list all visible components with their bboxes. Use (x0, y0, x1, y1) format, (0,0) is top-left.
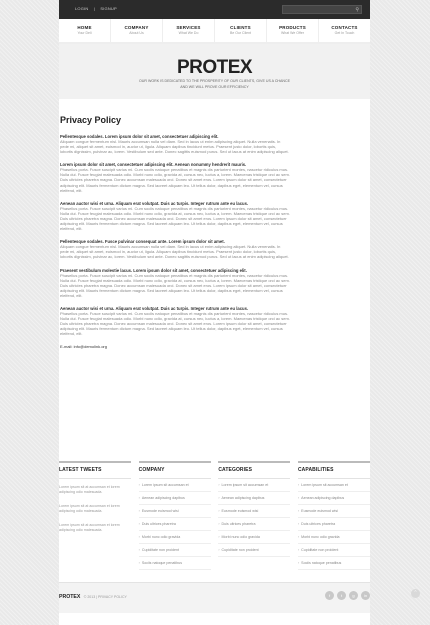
nav-label: HOME (77, 25, 92, 30)
footer-col-capabilities (298, 461, 370, 570)
footer-link[interactable] (139, 505, 211, 518)
chevron-right-icon: › (297, 522, 301, 526)
chevron-right-icon: › (297, 509, 301, 513)
nav-item-services[interactable] (163, 19, 215, 42)
separator: | (93, 6, 96, 11)
footer-link[interactable] (298, 531, 370, 544)
footer-logo-text[interactable]: PROTEX (59, 594, 81, 600)
site-logo[interactable]: PROTEX (176, 57, 253, 78)
footer-link-label: Eusmode euismod wisi (141, 509, 179, 513)
nav-item-home[interactable] (59, 19, 111, 42)
footer-link-label: Aenean adipiscing dapibus (221, 496, 265, 500)
footer-link[interactable] (218, 518, 290, 531)
footer-link[interactable] (218, 544, 290, 557)
footer-heading: CAPABILITIES (298, 461, 370, 479)
chevron-right-icon: › (138, 535, 141, 539)
section-lead: Lorem ipsum dolor sit amet, consectetuer adipiscing elit. Aenean nonummy hendrerit mauris. (60, 162, 247, 168)
tweet-item[interactable]: Lorem ipsum sit at accumsan et lorem adipiscing odio malesuada. (59, 485, 120, 494)
section-body: Phasellus porta. Fusce suscipit varius mi. Cum sociis natoque penatibus et magnis dis parturient montes, nascetur ridiculus mus. Nulla dui. Fusce feugiat malesuada odio. Morbi nunc odio, gravida at, cursus nec, luctus a, lorem. Maecenas tristique orci ac sem. Duis ultricies pharetra magna. Donec accumsan malesuada orci. Donec sit amet eros. Lorem ipsum dolor sit amet, consectetuer adipiscing elit. Mauris fermentum dictum magna. Sed laoreet aliquam leo. Ut tellus dolor, dapibus eget, elementum vel, cursus eleifend, elit. (60, 205, 290, 232)
nav-sub: Your Deli (77, 31, 92, 35)
footer-link-label: Lorem ipsum sit accumsan et (141, 483, 189, 487)
login-link[interactable]: LOGIN (75, 6, 89, 11)
footer-link-label: Aenean adipiscing dapibus (141, 496, 185, 500)
footer-link-label: Cupiditate non proident (141, 548, 180, 552)
footer-link[interactable] (218, 492, 290, 505)
footer-link-label: Morbi nunc odio gravida (141, 535, 181, 539)
tweet-item[interactable]: Lorem ipsum sit at accumsan et lorem adipiscing odio malesuada. (59, 504, 120, 513)
chevron-right-icon: › (297, 561, 301, 565)
footer-link-label: Sociis natoque penatibus (141, 561, 183, 565)
page (59, 0, 370, 625)
policy-section (60, 134, 290, 154)
section-lead: Aenean auctor wisi et urna. Aliquam erat volutpat. Duis ac turpis. Integer rutrum ante eu lacus. (60, 200, 249, 206)
footer-link[interactable] (298, 492, 370, 505)
email-label: E-mail: (60, 344, 73, 350)
scroll-to-top-icon[interactable]: ⌃ (411, 589, 420, 598)
nav-sub: What We Offer (280, 31, 305, 35)
footer-link[interactable] (298, 518, 370, 531)
chevron-right-icon: › (297, 548, 301, 552)
auth-links (75, 6, 121, 11)
tagline-line-1: OUR WORK IS DEDICATED TO THE PROSPERITY OF OUR CLIENTS, GIVE US A CHANCE (138, 79, 291, 83)
nav-label: COMPANY (124, 25, 149, 30)
chevron-right-icon: › (218, 483, 221, 487)
footer-link[interactable] (139, 544, 211, 557)
tweet-item[interactable]: Lorem ipsum sit at accumsan et lorem adipiscing odio malesuada. (59, 523, 120, 532)
footer-heading: LATEST TWEETS (59, 461, 131, 479)
footer-link-label: Eusmode euismod wisi (301, 509, 338, 513)
nav-label: CONTACTS (331, 25, 358, 30)
nav-label: CLIENTS (230, 25, 251, 30)
tagline-line-2: AND WE WILL PROVE OUR EFFICIENCY (180, 84, 249, 89)
footer-link-label: Sociis natoque penatibus (301, 561, 342, 565)
signup-link[interactable]: SIGNUP (100, 6, 117, 11)
footer-link[interactable] (298, 544, 370, 557)
chevron-right-icon: › (297, 483, 301, 487)
footer-heading: CATEGORIES (218, 461, 290, 479)
footer-col-categories (218, 461, 290, 570)
chevron-right-icon: › (218, 522, 221, 526)
chevron-right-icon: › (138, 522, 141, 526)
footer-link-label: Morbi nunc odio gravida (301, 535, 340, 539)
chevron-right-icon: › (138, 548, 141, 552)
section-body: Aliquam congue fermentum nisl. Mauris accumsan nulla vel diam. Sed in lacus ut enim adipiscing aliquet. Nulla venenatis. In pede mi, aliquet sit amet, euismod in, auctor ut, ligula. Aliquam dapibus tincidunt metus. Praesent justo dolor, lobortis quis, lobortis dignissim, pulvinar ac, lorem. Vestibulum sed ante. Donec sagittis euismod purus. Sed ut lacus at enim adipiscing aliquet. (60, 139, 289, 155)
footer-link[interactable] (218, 505, 290, 518)
nav-item-clients[interactable] (215, 19, 267, 42)
footer-link[interactable] (139, 492, 211, 505)
policy-section (60, 162, 290, 192)
section-body: Aliquam congue fermentum nisl. Mauris accumsan nulla vel diam. Sed in lacus ut enim adipiscing aliquet. Nulla venenatis. In pede mi, aliquet sit amet, euismod in, auctor ut, ligula. Aliquam dapibus tincidunt metus. Praesent justo dolor, lobortis quis, lobortis dignissim, pulvinar ac, lorem. Vestibulum sed ante. Donec sagittis euismod purus. Sed ut lacus at enim adipiscing aliquet. (60, 244, 289, 260)
chevron-right-icon: › (297, 535, 301, 539)
footer-link[interactable] (218, 479, 290, 492)
chevron-right-icon: › (218, 548, 221, 552)
footer-link-label: Aenean adipiscing dapibus (301, 496, 345, 500)
email-line (60, 344, 290, 349)
footer-link-label: Duis ultrices pharetra (221, 522, 256, 526)
footer-link-label: Morbi nunc odio gravida (221, 535, 260, 539)
footer-link-label: Eusmode euismod wisi (221, 509, 259, 513)
footer-link[interactable] (139, 518, 211, 531)
footer-columns (59, 461, 370, 570)
search-icon[interactable]: ⚲ (355, 7, 359, 13)
footer-link[interactable] (139, 531, 211, 544)
policy-section (60, 268, 290, 298)
chevron-right-icon: › (297, 496, 301, 500)
copyright-text: © 2013 | PRIVACY POLICY (83, 595, 127, 599)
nav-sub: What We Do (178, 31, 199, 35)
chevron-right-icon: › (218, 509, 221, 513)
footer-link-label: Lorem ipsum sit accumsan et (221, 483, 269, 487)
footer-link-label: Duis ultrices pharetra (141, 522, 176, 526)
footer-link[interactable] (298, 505, 370, 518)
footer-link[interactable] (139, 479, 211, 492)
footer-link[interactable] (298, 479, 370, 492)
section-lead: Aenean auctor wisi et urna. Aliquam erat volutpat. Duis ac turpis. Integer rutrum ante eu lacus. (60, 305, 249, 311)
nav-item-company[interactable] (111, 19, 163, 42)
brand-header (59, 43, 370, 99)
chevron-right-icon: › (218, 535, 221, 539)
chevron-right-icon: › (138, 509, 141, 513)
footer-link[interactable] (218, 531, 290, 544)
section-lead: Pellentesque sodales. Lorem ipsum dolor sit amet, consectetuer adipiscing elit. (60, 134, 219, 139)
footer-link-label: Cupiditate non proident (301, 548, 339, 552)
chevron-right-icon: › (138, 496, 141, 500)
main-content (60, 115, 290, 349)
nav-label: SERVICES (176, 25, 201, 30)
nav-item-products[interactable] (267, 19, 319, 42)
footer-link[interactable] (139, 557, 211, 570)
section-body: Phasellus porta. Fusce suscipit varius mi. Cum sociis natoque penatibus et magnis dis parturient montes, nascetur ridiculus mus. Nulla dui. Fusce feugiat malesuada odio. Morbi nunc odio, gravida at, cursus nec, luctus a, lorem. Maecenas tristique orci ac sem. Duis ultricies pharetra magna. Donec accumsan malesuada orci. Donec sit amet eros. Lorem ipsum dolor sit amet, consectetuer adipiscing elit. Mauris fermentum dictum magna. Sed laoreet aliquam leo. Ut tellus dolor, dapibus eget, elementum vel, cursus eleifend, elit. (60, 272, 290, 298)
policy-section (60, 201, 290, 231)
policy-section (60, 306, 290, 336)
top-bar (59, 0, 370, 19)
footer-heading: COMPANY (139, 461, 211, 479)
facebook-icon[interactable]: f (325, 591, 334, 600)
policy-section (60, 239, 290, 259)
linkedin-icon[interactable]: in (361, 591, 370, 600)
nav-item-contacts[interactable] (319, 19, 370, 42)
bottom-bar (59, 582, 370, 613)
search-input[interactable] (282, 5, 362, 14)
nav-label: PRODUCTS (279, 25, 306, 30)
email-link[interactable]: info@demolink.org (73, 344, 107, 350)
footer-link-label: Cupiditate non proident (221, 548, 259, 552)
chevron-right-icon: › (138, 483, 141, 487)
section-lead: Praesent vestibulum molestie lacus. Lorem ipsum dolor sit amet, consectetuer adipiscing elit. (60, 267, 247, 273)
footer-logo (59, 594, 127, 600)
page-title: Privacy Policy (60, 115, 122, 125)
footer-link-label: Duis ultrices pharetra (301, 522, 336, 526)
footer-col-company (139, 461, 211, 570)
nav-sub: Get In Touch (334, 31, 355, 35)
google-plus-icon[interactable]: g (349, 591, 358, 600)
footer-link[interactable] (298, 557, 370, 570)
chevron-right-icon: › (138, 561, 141, 565)
nav-sub: About Us (129, 31, 144, 35)
section-lead: Pellentesque sodales. Fusce pulvinar consequat ante. Lorem ipsum dolor sit amet. (60, 239, 225, 245)
social-links (325, 591, 370, 600)
chevron-right-icon: › (218, 496, 221, 500)
footer-col-tweets (59, 461, 131, 570)
main-nav (59, 19, 370, 43)
section-body: Phasellus porta. Fusce suscipit varius mi. Cum sociis natoque penatibus et magnis dis parturient montes, nascetur ridiculus mus. Nulla dui. Fusce feugiat malesuada odio. Morbi nunc odio, gravida at, cursus nec, luctus a, lorem. Maecenas tristique orci ac sem. Duis ultricies pharetra magna. Donec accumsan malesuada orci. Donec sit amet eros. Lorem ipsum dolor sit amet, consectetuer adipiscing elit. Mauris fermentum dictum magna. Sed laoreet aliquam leo. Ut tellus dolor, dapibus eget, elementum vel, cursus eleifend, elit. (60, 167, 290, 193)
twitter-icon[interactable]: t (337, 591, 346, 600)
footer-link-label: Lorem ipsum sit accumsan et (301, 483, 348, 487)
nav-sub: Be Our Client (229, 31, 251, 35)
section-body: Phasellus porta. Fusce suscipit varius mi. Cum sociis natoque penatibus et magnis dis parturient montes, nascetur ridiculus mus. Nulla dui. Fusce feugiat malesuada odio. Morbi nunc odio, gravida at, cursus nec, luctus a, lorem. Maecenas tristique orci ac sem. Duis ultricies pharetra magna. Donec accumsan malesuada orci. Donec sit amet eros. Lorem ipsum dolor sit amet, consectetuer adipiscing elit. Mauris fermentum dictum magna. Sed laoreet aliquam leo. Ut tellus dolor, dapibus eget, elementum vel, cursus eleifend, elit. (60, 310, 290, 337)
